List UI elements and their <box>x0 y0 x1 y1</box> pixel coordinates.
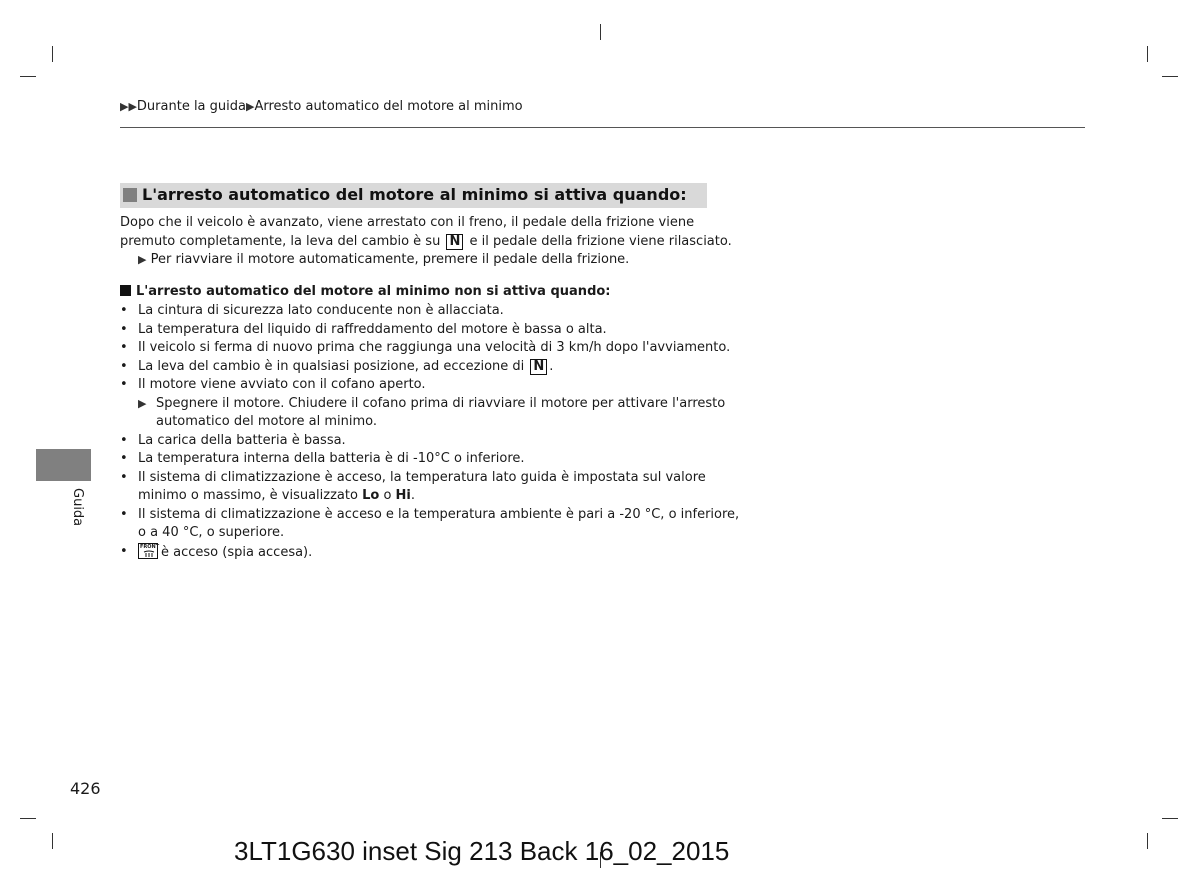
print-slug: 3LT1G630 inset Sig 213 Back 16_02_2015 <box>234 836 730 866</box>
triangle-right-icon: ▶▶ <box>120 100 137 113</box>
list-item: • La temperatura interna della batteria è di -10°C o inferiore. <box>120 451 525 466</box>
section-title: L'arresto automatico del motore al minimo si attiva quando: <box>142 185 687 204</box>
crop-mark <box>1162 818 1178 819</box>
list-item-continuation <box>120 487 720 506</box>
front-defroster-icon-label: FRONT <box>140 543 160 550</box>
list-item: • Il sistema di climatizzazione è acceso, la temperatura lato guida è impostata sul valore <box>120 469 706 485</box>
triangle-right-icon: ▶ <box>138 396 147 410</box>
intro-line-2-end: e il pedale della frizione viene rilasciato. <box>469 233 732 249</box>
list-item-text: La temperatura del liquido di raffreddamento del motore è bassa o alta. <box>138 321 607 337</box>
list-item: • La cintura di sicurezza lato conducente non è allacciata. <box>120 303 504 318</box>
breadcrumb-part-2: Arresto automatico del motore al minimo <box>254 99 523 114</box>
list-item: • Il veicolo si ferma di nuovo prima che raggiunga una velocità di 3 km/h dopo l'avviamento. <box>120 340 731 355</box>
crop-mark <box>20 818 36 819</box>
subsection-title-text: L'arresto automatico del motore al minimo non si attiva quando: <box>136 284 611 299</box>
black-square-icon <box>120 285 131 296</box>
list-item-text: minimo o massimo, è visualizzato <box>138 488 358 503</box>
gear-n-indicator: N <box>446 234 463 250</box>
intro-paragraph <box>120 214 732 270</box>
crop-mark <box>1147 833 1148 849</box>
chapter-tab-label: Guida <box>70 488 85 527</box>
list-item-text: La carica della batteria è bassa. <box>138 432 346 448</box>
list-item-text: è acceso (spia accesa). <box>161 544 313 560</box>
list-item-text: Il sistema di climatizzazione è acceso, la temperatura lato guida è impostata sul valore <box>138 469 706 485</box>
front-defroster-icon <box>138 543 158 559</box>
intro-note <box>120 251 720 270</box>
crop-mark <box>52 833 53 849</box>
list-item: • La carica della batteria è bassa. <box>120 432 346 448</box>
list-item-text: Il veicolo si ferma di nuovo prima che raggiunga una velocità di 3 km/h dopo l'avviamento. <box>138 340 731 355</box>
gray-square-icon <box>123 188 137 202</box>
crop-mark <box>20 76 36 77</box>
list-item: • Il sistema di climatizzazione è acceso e la temperatura ambiente è pari a -20 °C, o inferiore, <box>120 506 740 522</box>
crop-mark <box>1162 76 1178 77</box>
list-item-text: Il motore viene avviato con il cofano aperto. <box>138 377 426 392</box>
list-item-text: o a 40 °C, o superiore. <box>138 525 285 540</box>
list-item-text: Il sistema di climatizzazione è acceso e la temperatura ambiente è pari a -20 °C, o inferiore, <box>138 506 740 522</box>
crop-mark <box>52 46 53 62</box>
header-divider <box>120 127 1085 128</box>
list-item: • FRONT è acceso (spia accesa). <box>120 543 313 560</box>
triangle-right-icon: ▶ <box>245 100 255 113</box>
subsection-title <box>120 284 611 299</box>
list-item: • La leva del cambio è in qualsiasi posizione, ad eccezione di N . <box>120 358 554 374</box>
list-item-note <box>120 413 720 432</box>
note-text: automatico del motore al minimo. <box>156 414 378 429</box>
breadcrumb-part-1: Durante la guida <box>136 99 246 114</box>
list-item-text: La temperatura interna della batteria è di -10°C o inferiore. <box>138 451 525 466</box>
page-number: 426 <box>70 779 101 798</box>
intro-line-1: Dopo che il veicolo è avanzato, viene arrestato con il freno, il pedale della frizione viene <box>120 215 695 230</box>
condition-list <box>120 302 740 562</box>
list-item-text: La leva del cambio è in qualsiasi posizione, ad eccezione di <box>138 358 525 374</box>
list-item-continuation <box>120 524 720 543</box>
section-header <box>120 183 707 208</box>
lo-label: Lo <box>362 488 380 503</box>
list-item-note <box>120 395 726 414</box>
breadcrumb <box>120 99 523 114</box>
crop-mark <box>1147 46 1148 62</box>
list-item-text: La cintura di sicurezza lato conducente non è allacciata. <box>138 303 504 318</box>
crop-mark <box>600 24 601 40</box>
triangle-right-icon: ▶ <box>138 253 147 266</box>
list-item-text: o <box>383 488 392 503</box>
list-item-text: . <box>549 358 554 374</box>
intro-note-text: Per riavviare il motore automaticamente, premere il pedale della frizione. <box>150 252 630 267</box>
hi-label: Hi <box>395 488 411 503</box>
list-item-text: . <box>410 488 416 503</box>
intro-line-2-text: premuto completamente, la leva del cambio è su <box>120 233 441 249</box>
intro-line-2 <box>120 233 732 252</box>
chapter-tab <box>36 449 91 481</box>
gear-n-indicator: N <box>530 359 547 375</box>
list-item: • Il motore viene avviato con il cofano aperto. <box>120 377 426 392</box>
list-item: • La temperatura del liquido di raffreddamento del motore è bassa o alta. <box>120 321 607 337</box>
note-text: Spegnere il motore. Chiudere il cofano prima di riavviare il motore per attivare l'arresto <box>156 395 726 411</box>
